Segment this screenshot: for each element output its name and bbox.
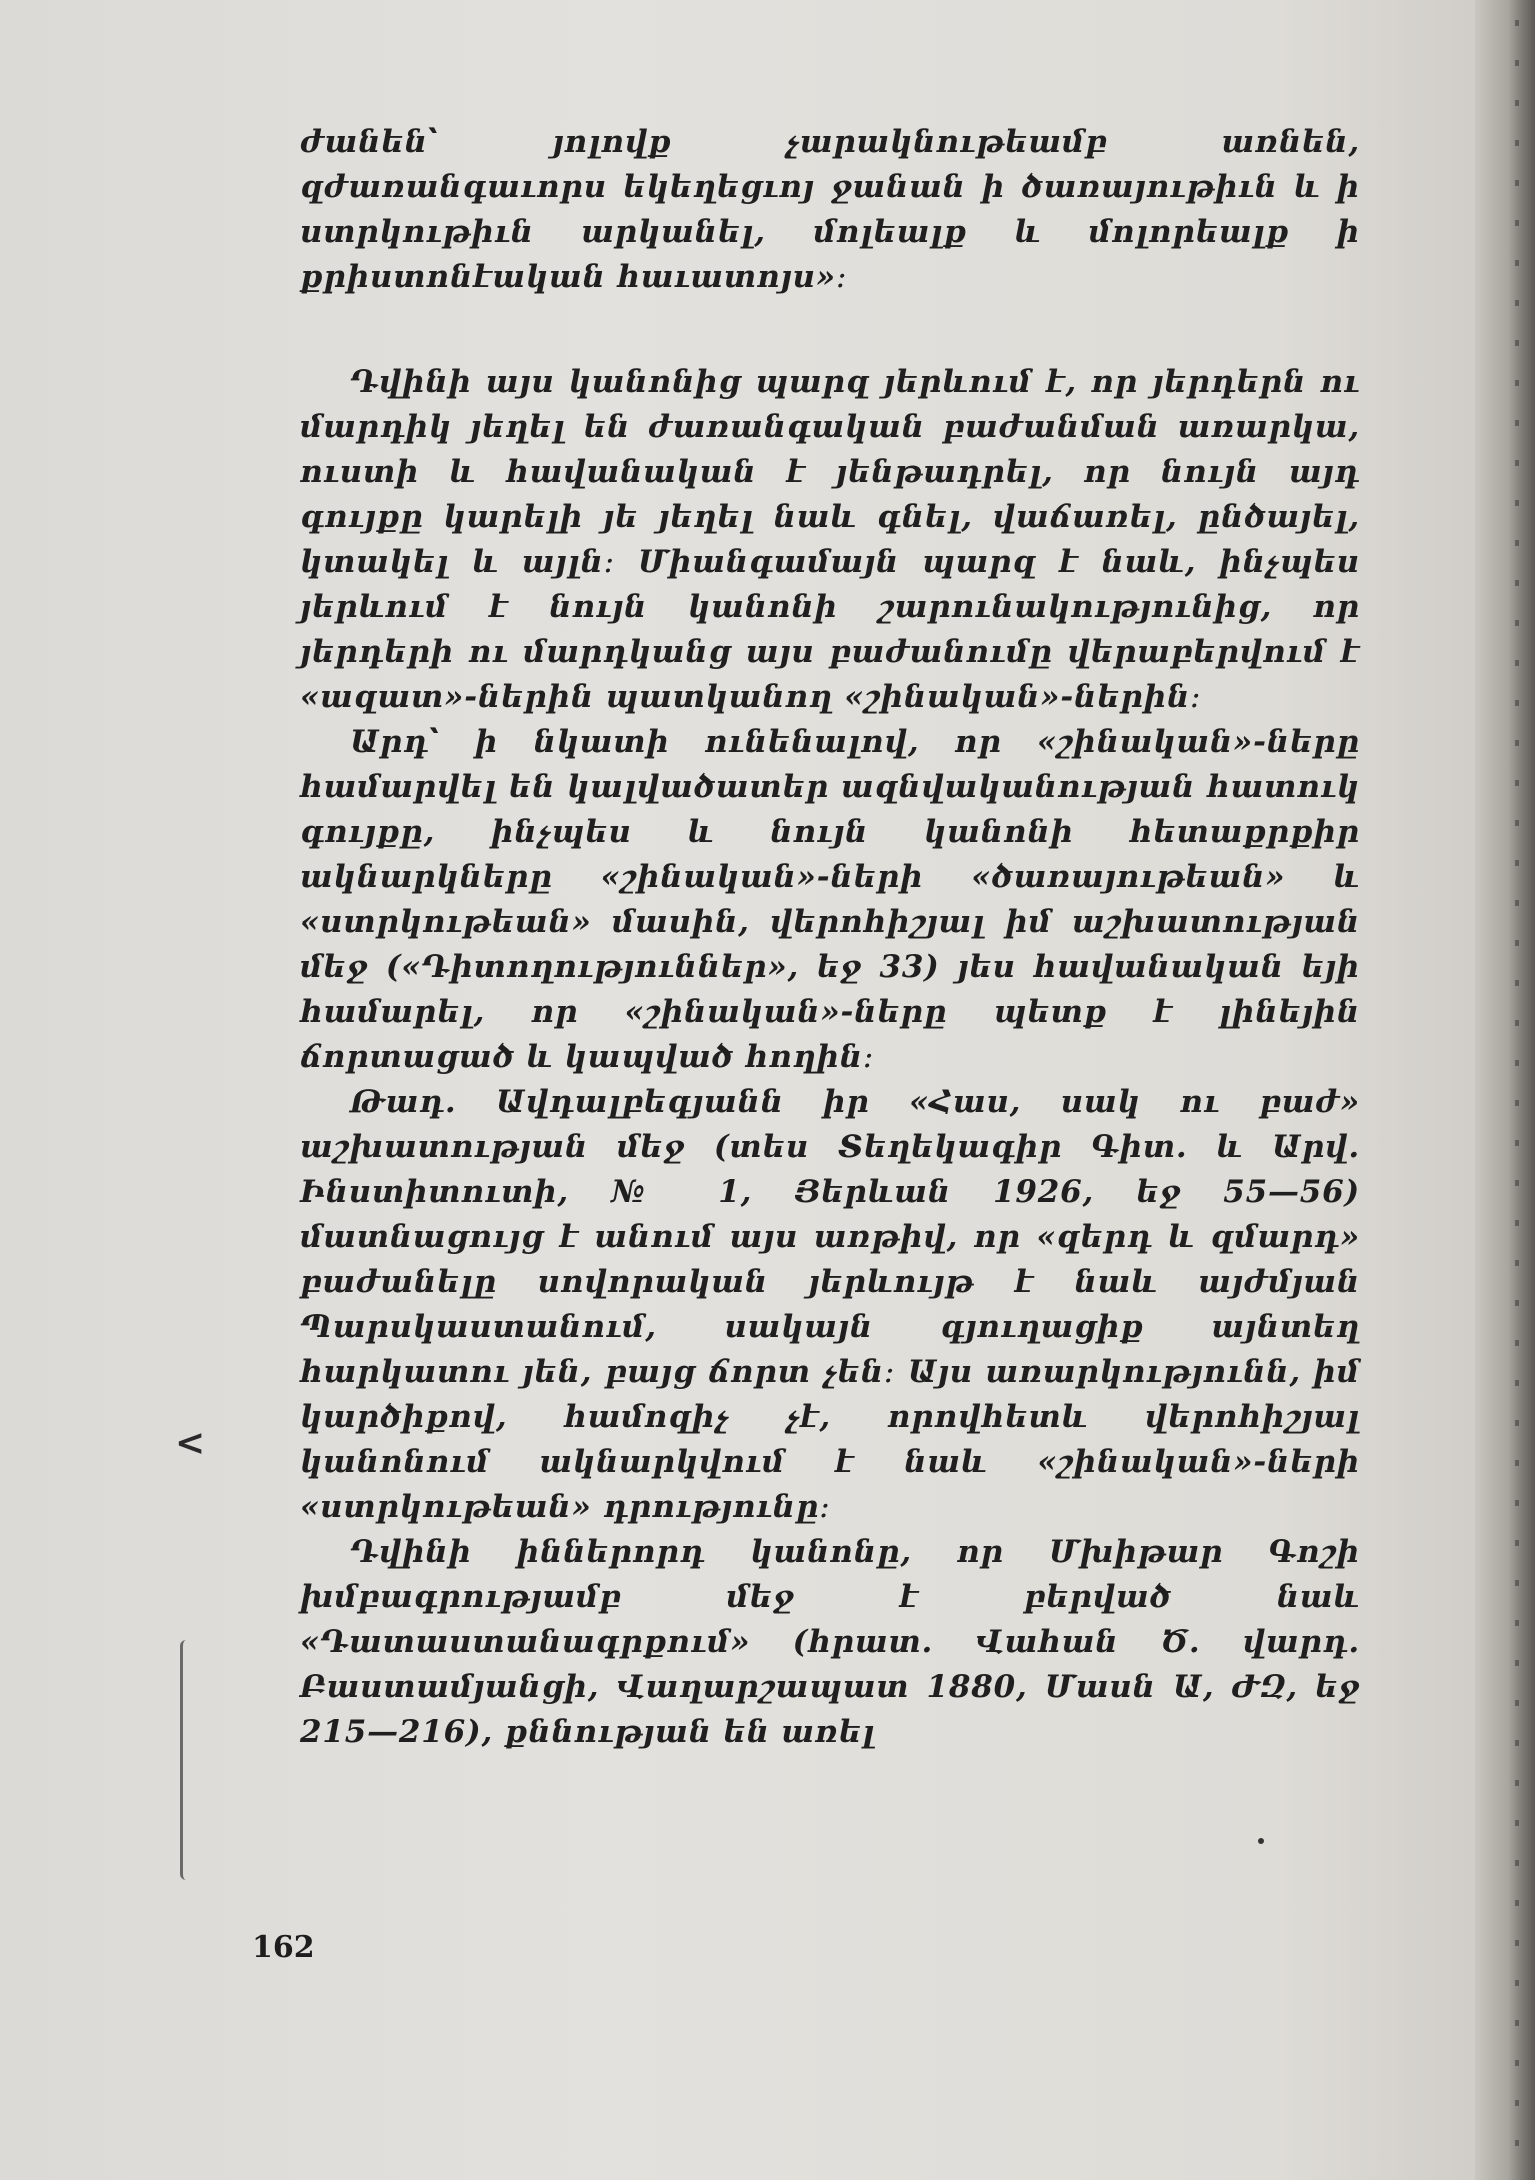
margin-pencil-bracket	[180, 1640, 191, 1880]
body-text	[300, 120, 1360, 1755]
binding-stitch-marks	[1515, 20, 1519, 2160]
ink-dot	[1258, 1838, 1264, 1844]
paragraph-dvin-canon: Դվինի այս կանոնից պարզ յերևում է, որ յերդերն ու մարդիկ յեղել են ժառանգական բաժանման առարկա, ուստի և հավանական է յենթադրել, որ նույն այդ գույքը կարելի յե յեղել նաև գնել, վաճառել, ընծայել, կտակել և այլն։ Միանգամայն պարզ է նաև, ինչպես յերևում է նույն կանոնի շարունակությունից, որ յերդերի ու մարդկանց այս բաժանումը վերաբերվում է «ազատ»-ներին պատկանող «շինական»-ներին։	[300, 364, 1360, 715]
paragraph-quote-ending: ժանեն՝ յոլովք չարակնութեամբ առնեն, զժառանգաւորս եկեղեցւոյ ջանան ի ծառայութիւն և ի ստրկութիւն արկանել, մոլեալք և մոլորեալք ի քրիստոնէական հաւատոյս»։	[300, 124, 1360, 295]
paragraph-ninth-canon: Դվինի իններորդ կանոնը, որ Մխիթար Գոշի խմբագրությամբ մեջ է բերված նաև «Դատաստանագրքում» (հրատ. Վահան Ծ. վարդ. Բաստամյանցի, Վաղարշապատ 1880, Մասն Ա, ԺԶ, եջ 215—216), քննության են առել	[300, 1534, 1360, 1750]
paragraph-avdalbegyan: Թադ. Ավդալբեգյանն իր «Հաս, սակ ու բաժ» աշխատության մեջ (տես Տեղեկագիր Գիտ. և Արվ. Ինստիտուտի, № 1, Յերևան 1926, եջ 55—56) մատնացույց է անում այս առթիվ, որ «զերդ և զմարդ» բաժանելը սովորական յերևույթ է նաև այժմյան Պարսկաստանում, սակայն գյուղացիք այնտեղ հարկատու յեն, բայց ճորտ չեն։ Այս առարկությունն, իմ կարծիքով, համոզիչ չէ, որովհետև վերոհիշյալ կանոնում ակնարկվում է նաև «շինական»-ների «ստրկութեան» դրությունը։	[300, 1084, 1360, 1525]
book-spine-shadow	[1475, 0, 1535, 2180]
paragraph-shinakan-serfdom: Արդ՝ ի նկատի ունենալով, որ «շինական»-ները համարվել են կալվածատեր ազնվականության հատուկ գույքը, ինչպես և նույն կանոնի հետաքրքիր ակնարկները «շինական»-ների «ծառայութեան» և «ստրկութեան» մասին, վերոհիշյալ իմ աշխատության մեջ («Դիտողություններ», եջ 33) յես հավանական եյի համարել, որ «շինական»-ները պետք է լինեյին ճորտացած և կապված հողին։	[300, 724, 1360, 1075]
page-number: 162	[252, 1930, 315, 1965]
margin-pencil-mark: <	[175, 1422, 206, 1464]
